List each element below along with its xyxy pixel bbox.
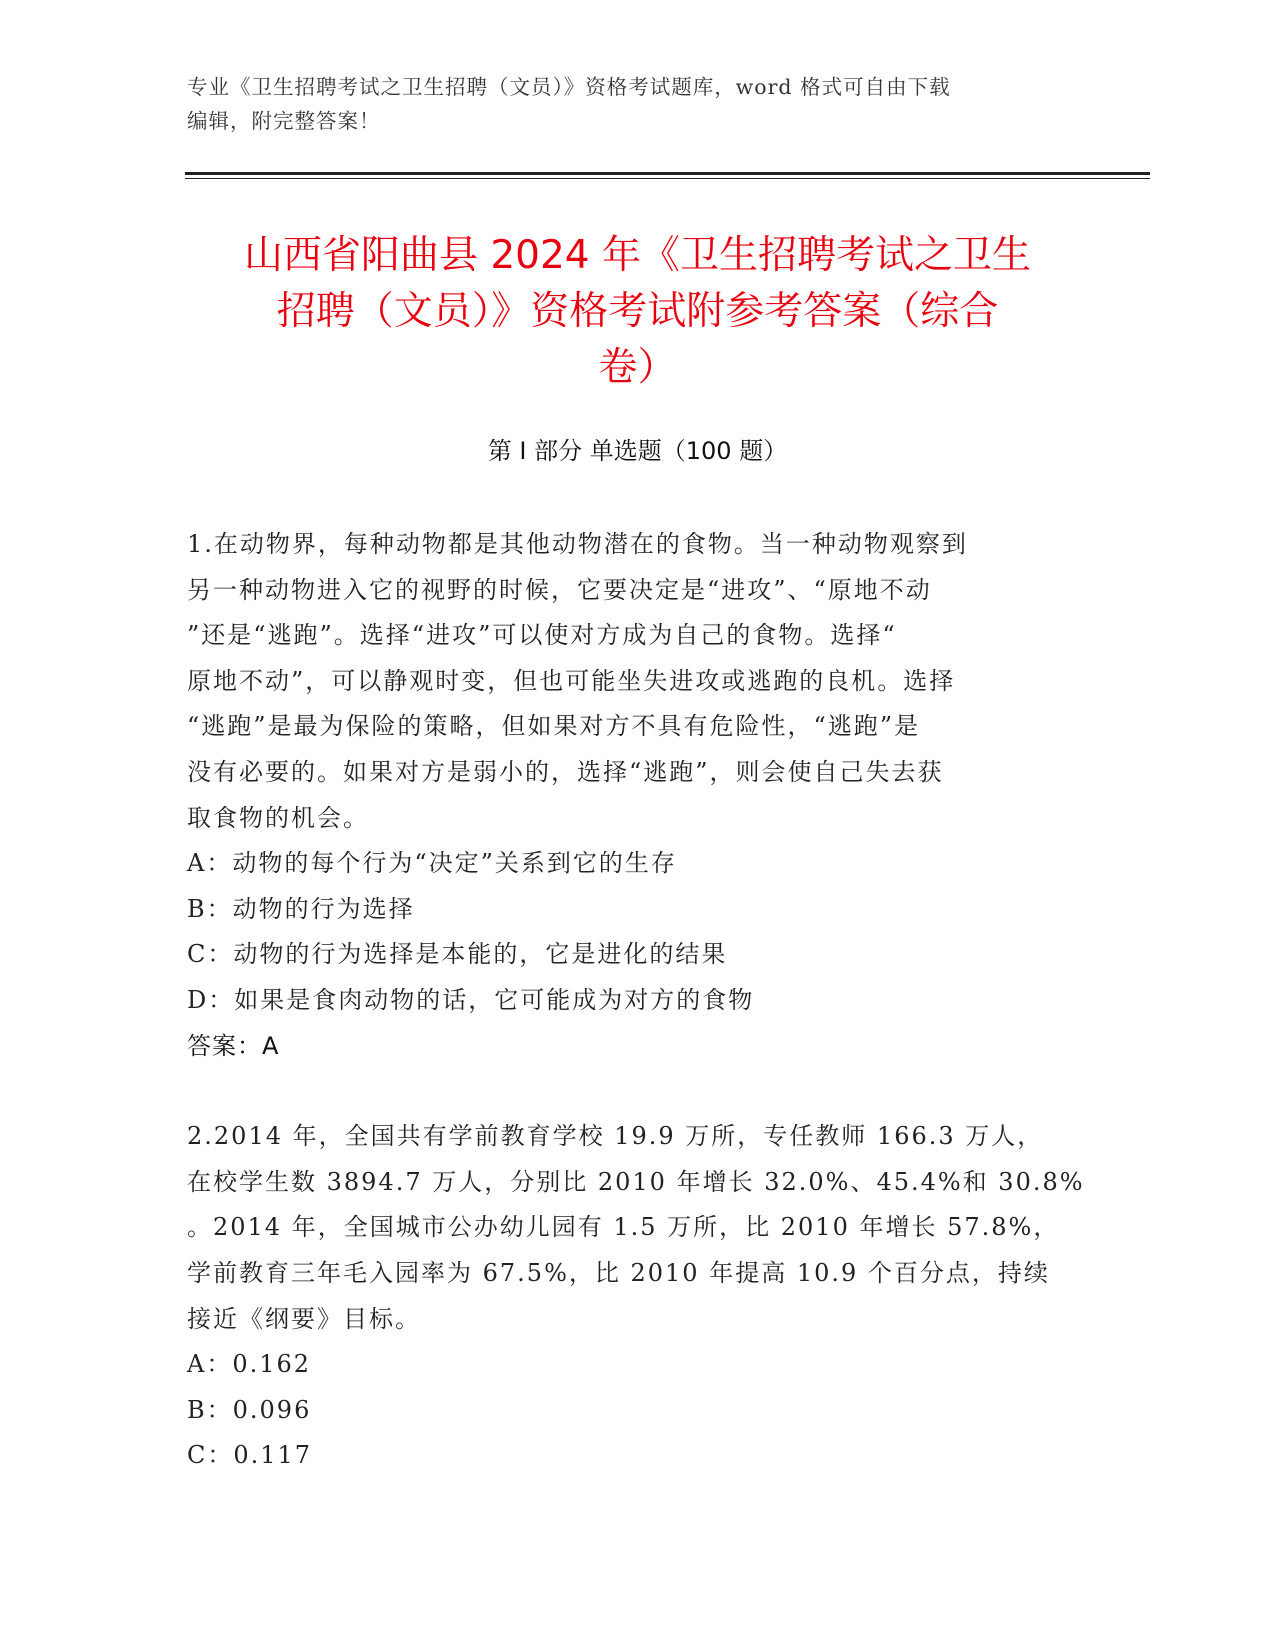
- header-divider-thin: [185, 178, 1150, 179]
- document-title: [160, 228, 1115, 396]
- question-stem-line: 2.2014 年，全国共有学前教育学校 19.9 万所，专任教师 166.3 万人，: [187, 1122, 1044, 1151]
- question-stem-line: 另一种动物进入它的视野的时候，它要决定是“进攻”、“原地不动: [187, 575, 932, 604]
- title-line: 山西省阳曲县 2024 年《卫生招聘考试之卫生: [243, 233, 1032, 278]
- question-stem-line: 原地不动”，可以静观时变，但也可能坐失进攻或逃跑的良机。选择: [187, 666, 956, 695]
- question-list: [187, 522, 1087, 1479]
- question-stem-line: 在校学生数 3894.7 万人，分别比 2010 年增长 32.0%、45.4%和 30.8%: [187, 1167, 1085, 1196]
- option-b: B：0.096: [187, 1395, 312, 1424]
- question-2: [187, 1114, 1087, 1479]
- option-c: C：0.117: [187, 1441, 313, 1470]
- header-note-line: 专业《卫生招聘考试之卫生招聘（文员）》资格考试题库，word 格式可自由下载: [187, 75, 951, 99]
- question-stem-line: “逃跑”是最为保险的策略，但如果对方不具有危险性，“逃跑”是: [187, 712, 921, 741]
- question-stem-line: 没有必要的。如果对方是弱小的，选择“逃跑”，则会使自己失去获: [187, 757, 944, 786]
- question-stem-line: 1.在动物界，每种动物都是其他动物潜在的食物。当一种动物观察到: [187, 530, 968, 558]
- answer-label: 答案：A: [187, 1031, 280, 1060]
- option-a: A：0.162: [187, 1350, 312, 1379]
- option-d: D：如果是食肉动物的话，它可能成为对方的食物: [187, 985, 755, 1014]
- header-note: [187, 70, 1087, 138]
- header-divider-thick: [185, 172, 1150, 175]
- question-stem-line: 取食物的机会。: [187, 803, 369, 832]
- title-line: 招聘（文员）》资格考试附参考答案（综合: [276, 289, 999, 334]
- question-stem-line: ”还是“逃跑”。选择“进攻”可以使对方成为自己的食物。选择“: [187, 621, 897, 650]
- option-b: B：动物的行为选择: [187, 894, 415, 923]
- title-line: 卷）: [598, 345, 677, 390]
- question-stem-line: 。2014 年，全国城市公办幼儿园有 1.5 万所，比 2010 年增长 57.8%，: [187, 1213, 1060, 1242]
- question-stem-line: 接近《纲要》目标。: [187, 1304, 421, 1333]
- question-spacer: [187, 1069, 1087, 1114]
- section-heading: 第 I 部分 单选题（100 题）: [487, 437, 788, 465]
- question-1: [187, 522, 1087, 1069]
- question-stem-line: 学前教育三年毛入园率为 67.5%，比 2010 年提高 10.9 个百分点，持续: [187, 1258, 1050, 1287]
- option-a: A：动物的每个行为“决定”关系到它的生存: [187, 849, 677, 878]
- header-note-line: 编辑，附完整答案！: [187, 109, 381, 133]
- option-c: C：动物的行为选择是本能的，它是进化的结果: [187, 940, 728, 969]
